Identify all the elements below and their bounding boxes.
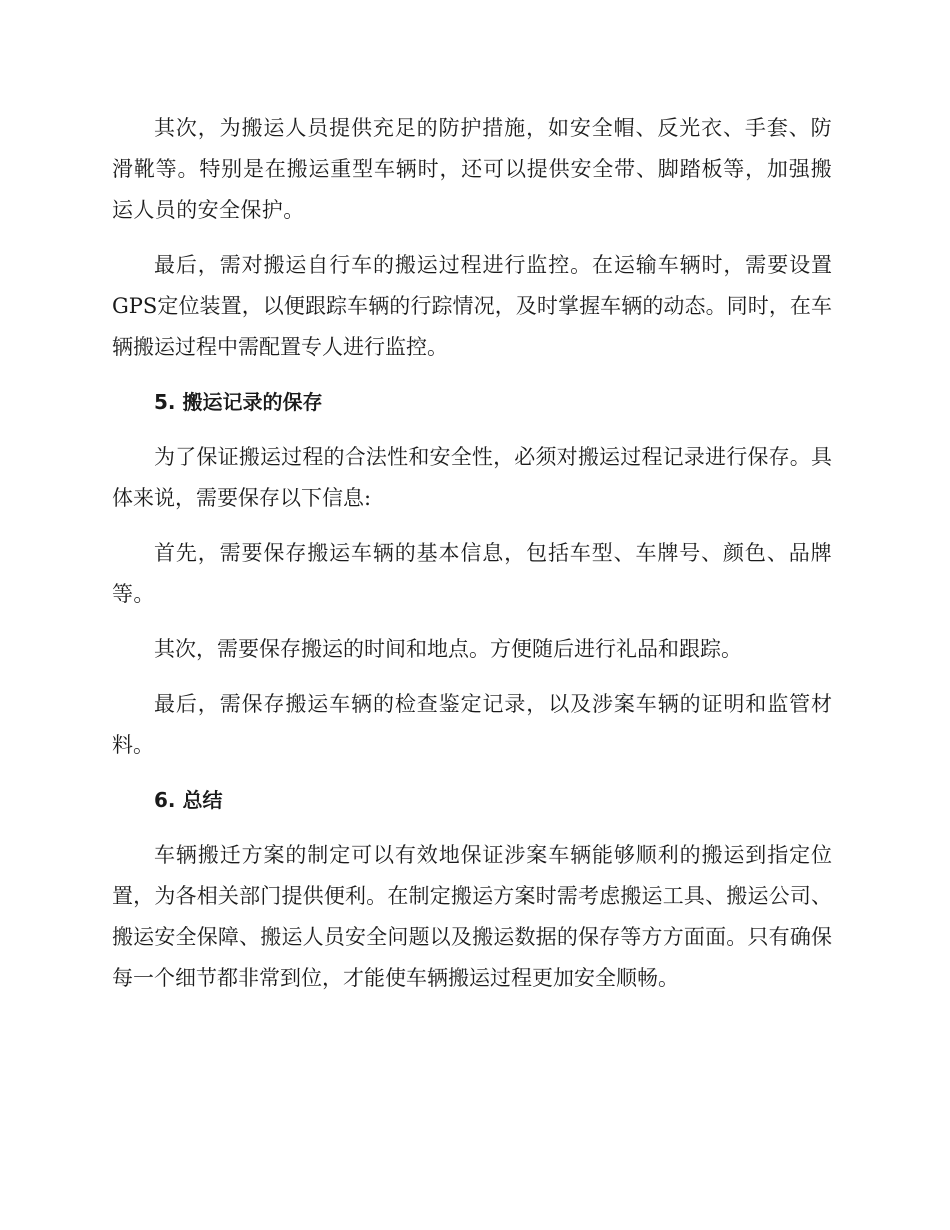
section-heading-record-keeping: 5. 搬运记录的保存 [154, 390, 323, 414]
paragraph-protective-measures: 其次，为搬运人员提供充足的防护措施，如安全帽、反光衣、手套、防滑靴等。特别是在搬运重型车辆时，还可以提供安全带、脚踏板等，加强搬运人员的安全保护。 [112, 116, 832, 222]
section-heading-summary: 6. 总结 [154, 788, 223, 812]
paragraph-time-location: 其次，需要保存搬运的时间和地点。方便随后进行礼品和跟踪。 [154, 637, 742, 661]
paragraph-record-purpose: 为了保证搬运过程的合法性和安全性，必须对搬运过程记录进行保存。具体来说，需要保存以下信息: [112, 445, 832, 510]
paragraph-vehicle-info: 首先，需要保存搬运车辆的基本信息，包括车型、车牌号、颜色、品牌等。 [112, 541, 832, 606]
document-body [112, 108, 832, 1013]
paragraph-monitoring: 最后，需对搬运自行车的搬运过程进行监控。在运输车辆时，需要设置GPS定位装置，以便跟踪车辆的行踪情况，及时掌握车辆的动态。同时，在车辆搬运过程中需配置专人进行监控。 [112, 253, 832, 359]
paragraph-inspection-records: 最后，需保存搬运车辆的检查鉴定记录，以及涉案车辆的证明和监管材料。 [112, 692, 832, 757]
paragraph-summary: 车辆搬迁方案的制定可以有效地保证涉案车辆能够顺利的搬运到指定位置，为各相关部门提供便利。在制定搬运方案时需考虑搬运工具、搬运公司、搬运安全保障、搬运人员安全问题以及搬运数据的保存等方方面面。只有确保每一个细节都非常到位，才能使车辆搬运过程更加安全顺畅。 [112, 843, 832, 990]
